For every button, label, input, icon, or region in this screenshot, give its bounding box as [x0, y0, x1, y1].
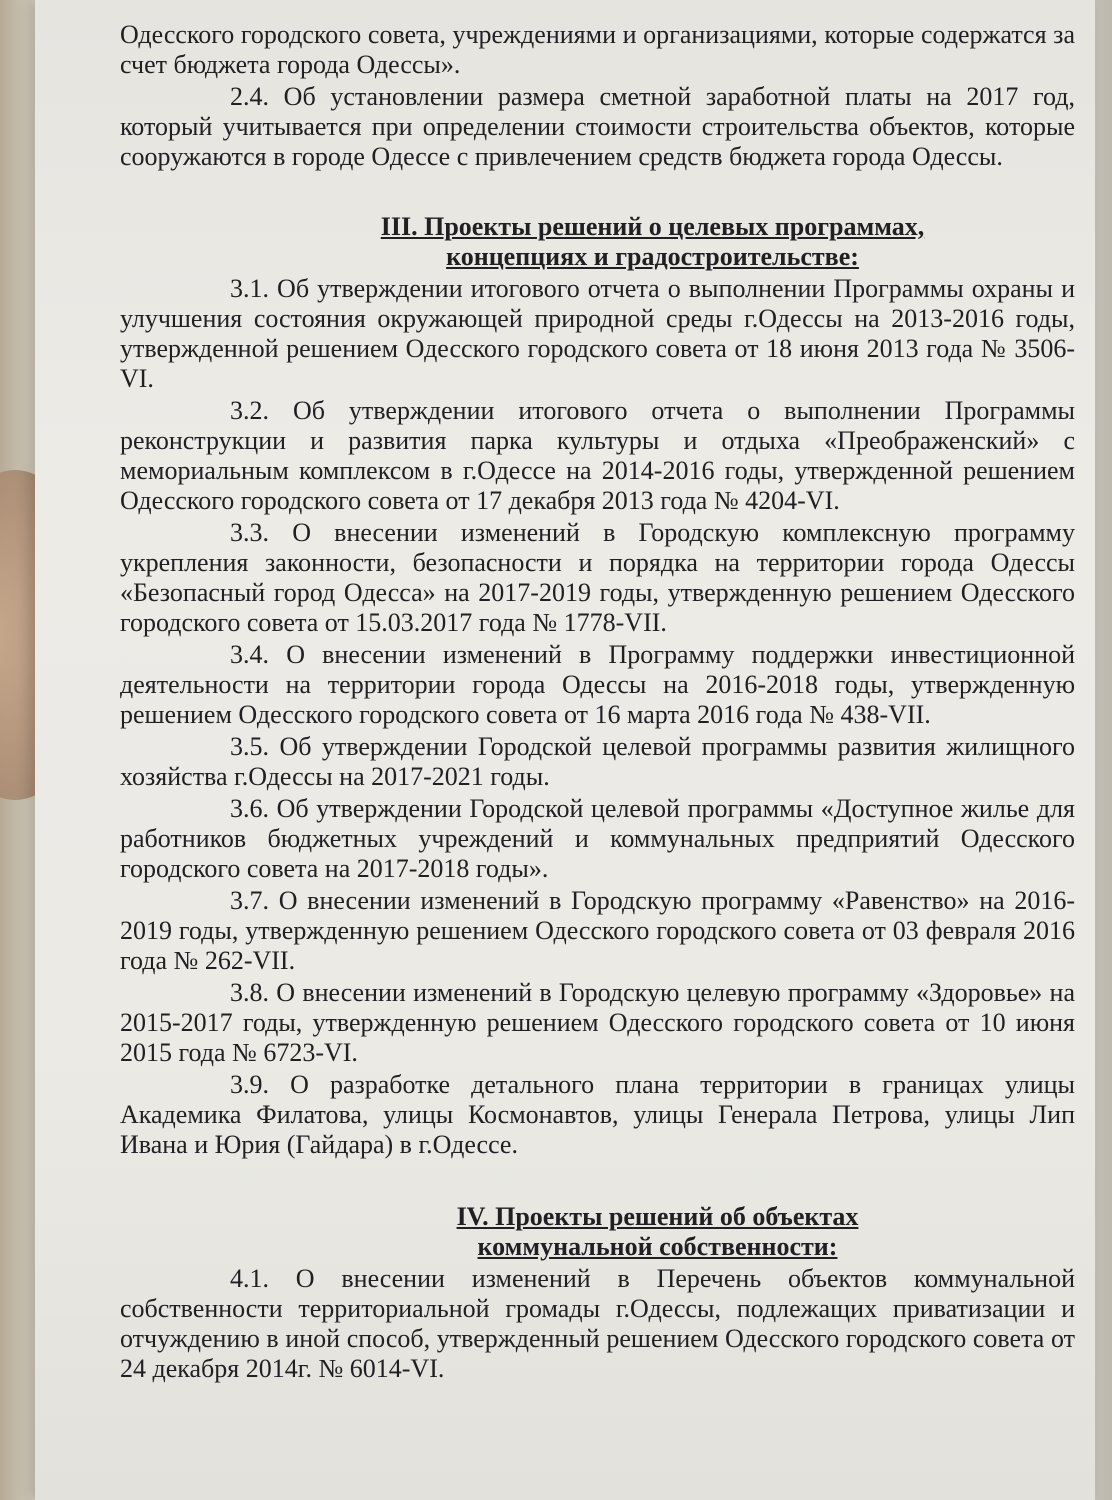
item-3-3: 3.3. О внесении изменений в Городскую комплексную программу укрепления законности, безопасности и порядка на территории города Одессы «Безопасный город Одесса» на 2017-2019 годы, утвержденную решением Одесского городского совета от 15.03.2017 года № 1778-VII.: [120, 518, 1075, 637]
item-4-1: 4.1. О внесении изменений в Перечень объектов коммунальной собственности территориальной громады г.Одессы, подлежащих приватизации и отчуждению в иной способ, утвержденный решением Одесского городского совета от 24 декабря 2014г. № 6014-VI.: [120, 1264, 1075, 1383]
intro-continuation: Одесского городского совета, учреждениями и организациями, которые содержатся за счет бюджета города Одессы».: [120, 20, 1075, 79]
item-3-2: 3.2. Об утверждении итогового отчета о выполнении Программы реконструкции и развития парка культуры и отдыха «Преображенский» с мемориальным комплексом в г.Одессе на 2014-2016 годы, утвержденной решением Одесского городского совета от 17 декабря 2013 года № 4204-VI.: [120, 396, 1075, 515]
document-body: [120, 20, 1075, 1384]
item-3-7: 3.7. О внесении изменений в Городскую программу «Равенство» на 2016-2019 годы, утвержденную решением Одесского городского совета от 03 февраля 2016 года № 262-VII.: [120, 886, 1075, 975]
item-2-4: 2.4. Об установлении размера сметной заработной платы на 2017 год, который учитывается при определении стоимости строительства объектов, которые сооружаются в городе Одессе с привлечением средств бюджета города Одессы.: [120, 82, 1075, 171]
section-3-heading-line2: концепциях и градостроительстве:: [446, 242, 859, 271]
item-3-8: 3.8. О внесении изменений в Городскую целевую программу «Здоровье» на 2015-2017 годы, утвержденную решением Одесского городского совета от 10 июня 2015 года № 6723-VI.: [120, 978, 1075, 1067]
item-3-4: 3.4. О внесении изменений в Программу поддержки инвестиционной деятельности на территории города Одессы на 2016-2018 годы, утвержденную решением Одесского городского совета от 16 марта 2016 года № 438-VII.: [120, 640, 1075, 729]
section-4: [120, 1202, 1075, 1262]
section-4-heading-line2: коммунальной собственности:: [477, 1232, 838, 1261]
item-3-5: 3.5. Об утверждении Городской целевой программы развития жилищного хозяйства г.Одессы на 2017-2021 годы.: [120, 732, 1075, 791]
item-3-9: 3.9. О разработке детального плана территории в границах улицы Академика Филатова, улицы Космонавтов, улицы Генерала Петрова, улицы Лип Ивана и Юрия (Гайдара) в г.Одессе.: [120, 1070, 1075, 1159]
item-3-1: 3.1. Об утверждении итогового отчета о выполнении Программы охраны и улучшения состояния окружающей природной среды г.Одессы на 2013-2016 годы, утвержденной решением Одесского городского совета от 18 июня 2013 года № 3506-VI.: [120, 274, 1075, 393]
section-3-heading-line1: III. Проекты решений о целевых программах,: [380, 212, 925, 241]
section-3: [120, 212, 1075, 272]
section-4-heading-line1: IV. Проекты решений об объектах: [456, 1202, 859, 1231]
item-3-6: 3.6. Об утверждении Городской целевой программы «Доступное жилье для работников бюджетных учреждений и коммунальных предприятий Одесского городского совета на 2017-2018 годы».: [120, 794, 1075, 883]
